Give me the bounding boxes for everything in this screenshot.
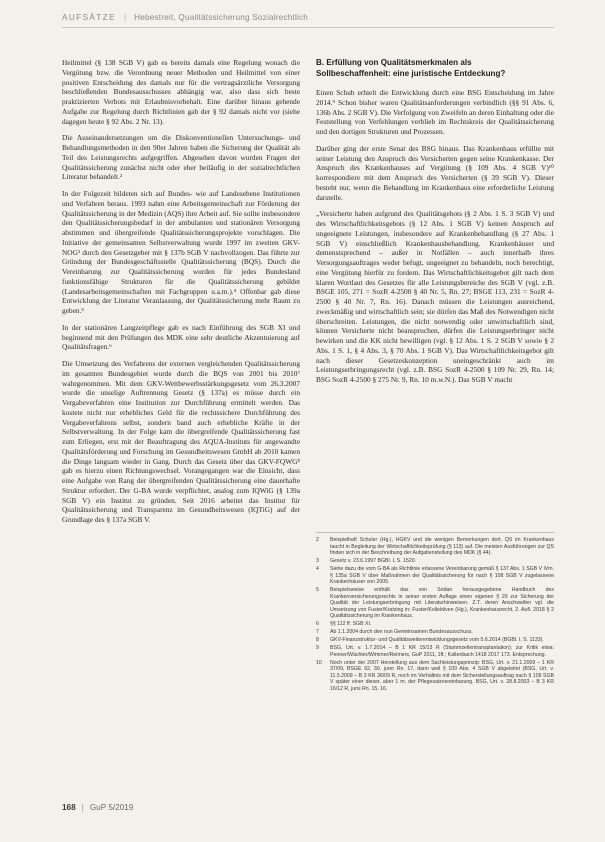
footnote-number: 5	[316, 587, 319, 593]
footnotes	[316, 532, 554, 694]
footnote-number: 10	[316, 659, 322, 666]
footnote-text: BSG, Urt. v. 1.7.2014 – B 1 KR 15/13 R (Stammzellentransplantation); zur Kritik etwa: Penner/Wächter/Wimmer/Reimers, GuP 2011, 1ff.; Kaltenbach 1418 2017 173. Entsprechung.	[330, 645, 554, 658]
footnote-text: Beispielhaft Schuler (Hg.), HGKV und die wenigen Bemerkungen dort. QS im Krankenhaus taucht in Begleitung der Wirtschaftlichkeitsprüfung (§ 113) auf. Die meisten Ausführungen zur QS finden sich in der Beschreibung der Aufgabenstellung des MDK (§ 44).	[330, 537, 554, 556]
left-column	[62, 58, 300, 532]
running-header	[62, 9, 562, 25]
right-paragraph-3: „Versicherte haben aufgrund des Qualitätsgebots (§ 2 Abs. 1 S. 3 SGB V) und des Wirtschaftlichkeitsgebots (§ 12 Abs. 1 SGB V) keinen Anspruch auf ungeeignete Leistungen, insbesondere auf Krankenbehandlung (§ 27 Abs. 1 SGB V) einschließlich Krankenhausbehandlung. Krankenhäuser und demenstsprechend – außer in Notfällen – auch innerhalb ihres Versorgungsauftrages weder befugt, ungeeignet zu behandeln, noch berechtigt, eine Vergütung hierfür zu fordern. Das Wirtschaftlichkeitsgebot gilt nach dem klaren Wortlaut des Gesetzes für alle Leistungsbereiche des SGB V (vgl. z.B. BSGE 105, 271 = SozR 4-2500 § 40 Nr. 5, Rn. 27; BSGE 113, 231 = SozR 4-2500 § 40 Nr. 7, Rn. 16). Danach müssen die Leistungen ausreichend, zweckmäßig und wirtschaftlich sein; sie dürfen das Maß des Notwendigen nicht überschreiten. Leistungen, die nicht notwendig oder unwirtschaftlich sind, können Versicherte nicht beanspruchen, dürfen die Leistungserbringer nicht bewirken und die KK nicht bewilligen (vgl. § 12 Abs. 1 S. 2 SGB V sowie § 2 Abs. 1 S. 1, § 4 Abs. 3, § 70 Abs. 1 SGB V). Das Wirtschaftlichkeitsgebot gilt nach dieser Gesetzeskonzeption uneingeschränkt auch im Leistungserbringungsrecht (vgl. z.B. BSG SozR 4-2500 § 109 Nr. 29, Rn. 14; BSG SozR 4-2500 § 275 Nr. 9, Rn. 10 m.w.N.). Das SGB V macht	[316, 209, 554, 384]
footnote	[316, 637, 554, 644]
header-section: AUFSÄTZE	[62, 12, 116, 22]
left-paragraph-1: Heilmittel (§ 138 SGB V) gab es bereits damals eine Regelung wonach die Vergütung bzw. die Verordnung neuer Methoden und Heilmittel von einer positiven Entscheidung des damals nur für die vertragsärztliche Versorgung beschließenden Bundesausschusses abhängig war, also dass sich beste praktizierten Verbots mit Erlaubnisvorbehalt. Eine darüber hinaus gehende Aufgabe zur Regelung durch Richtlinien gab der § 92 damals nicht vor (siehe dagegen heute § 92 Abs. 2 Nr. 13).	[62, 58, 300, 126]
right-column	[316, 58, 554, 392]
footnote	[316, 621, 554, 628]
footnote-text: §§ 112 ff. SGB XI.	[330, 621, 372, 627]
footnote	[316, 558, 554, 565]
right-paragraph-2: Darüber ging der erste Senat des BSG hinaus. Das Krankenhaus erfüllte mit seiner Leistung den Anspruch des Versicherten gegen seine Krankenkasse. Der Anspruch des Krankenhauses auf Vergütung (§ 109 Abs. 4 SGB V)¹⁰ korrespondiere mit dem Anspruch des Versicherten (§ 39 SGB V). Dieser besteht nur, wenn die Behandlung im Krankenhaus eine erforderliche Leistung darstelle.	[316, 143, 554, 202]
page-number: 168	[62, 802, 76, 812]
footnote-text: Siehe dazu die vom G-BA als Richtlinie erlassene Vereinbarung gemäß § 137 Abs. 1 SGB V iVm. § 135a SGB V über Maßnahmen der Qualitätssicherung für nach § 108 SGB V zugelassene Krankenhäuser von 2005.	[330, 566, 554, 585]
section-heading-line-2: Sollbeschaffenheit: eine juristische Entdeckung?	[316, 68, 506, 78]
footnote-number: 2	[316, 537, 319, 543]
footnote-text: Noch unter der 2007 Herstellung aus dem Sachleistungsprinzip: BSG, Urt. v. 21.1.2009 – 1 KR 37/09, BSGE 92, 30, jurer Rn. 17, dann weil § 109 Abs. 4 SGB V abgeleitet (BSG, Urt. v. 11.5.2009 – B 3 KR 36/09 R, noch im Verhältnis mit dem Sicherstellungsauftrag nach § 109 SGB V später einer dieser, aber 1 m. der Pflegesatzvereinbarung. BSG, Urt. v. 28.8.2003 – B 3 KR 16/12 R, juris Rn. 15, 16.	[330, 659, 554, 692]
footnote-text: Ab 1.1.2004 durch den nun Gemeinsamen Bundesausschuss.	[330, 629, 473, 635]
header-rule	[62, 27, 554, 28]
footnote	[316, 629, 554, 636]
footnote-text: Beispielsweise enthält das von Sodan herausgegebene Handbuch des Krankenversicherungsrechts in seiner ersten Auflage einen eigenen § 29 zur Sicherung der Qualität der Leistungserbringung mit Literaturhinweisen. Z.T. deren Anschweifen vgl. die Umsetzung von Fuster/Kratzing in: Fuster/Kollektiven (Hg.), Krankenhausrecht, 2. Aufl. 2018 § 2 Qualitätssicherung im Krankenhaus.	[330, 587, 554, 619]
footnote-text: GKV-Finanzstruktur- und Qualitätsweiterentwicklungsgesetz vom 5.6.2014 (BGBl. I, S. 1133).	[330, 637, 544, 643]
journal-issue: GuP 5/2019	[89, 802, 134, 812]
section-heading	[316, 58, 554, 79]
footnote-number: 7	[316, 629, 319, 635]
footnote-number: 9	[316, 645, 319, 651]
header-separator: |	[123, 12, 127, 22]
footnote-number: 3	[316, 558, 319, 564]
right-paragraph-1: Einen Schub erhielt die Entwicklung durch eine BSG Entscheidung im Jahre 2014.⁹ Schon bisher waren Qualitätsanforderungen verbindlich (§§ 91 Abs. 6, 136b Abs. 2 SGB V). Die Verfolgung von Zweifeln an deren Einhaltung oder die Feststellung von Verfehlungen verblieb im Rechtskreis der Qualitätssicherung und den dortigen Strukturen und Prozessen.	[316, 88, 554, 136]
footnote-number: 6	[316, 621, 319, 627]
footnote-number: 8	[316, 637, 319, 643]
left-paragraph-3: In der Folgezeit bildeten sich auf Bundes- wie auf Landesebene Institutionen und Verfahren heraus. 1993 nahm eine Arbeitsgemeinschaft zur Förderung der Qualitätssicherung in der Medizin (AQS) ihre Arbeit auf. Sie sollte insbesondere den Qualitätssicherungsbedarf in der ambulanten und stationären Versorgung abstimmen und übergreifende Qualitätssicherungsprojekte vorschlagen. Die Initiative der gemeinsamen Selbstverwaltung wurde 1997 im zweiten GKV-NOG³ durch den Gesetzgeber mit § 137b SGB V nachvollzogen. Das führte zur Gründung der Bundesgeschäftsstelle Qualitätssicherung (BQS). Durch die Vereinbarung zur Qualitätssicherung wurden für jedes Bundesland funktionsfähige Strukturen für die Qualitätssicherung gebildet (Landesarbeitsgemeinschaften mit Fachgruppen u.a.m.).⁴ Offenbar gab diese Entwicklung der Literatur Veranlassung, der Qualitätssicherung mehr Raum zu geben.⁵	[62, 189, 300, 315]
footnote	[316, 566, 554, 586]
footnote	[316, 537, 554, 557]
left-paragraph-2: Die Auseinandersetzungen um die Diskonventionellen Untersuchungs- und Behandlungsmethoden in den 90er Jahren haben die Sicherung der Qualität als Teil des Leistungsrechts aufgegriffen. Abgesehen davon wurden Fragen der Qualitätssicherung zunächst nicht oder eher beiläufig in der sozialrechtlichen Literatur behandelt.²	[62, 133, 300, 182]
footnote	[316, 587, 554, 620]
footnote-text: Gesetz v. 23.6.1997 BGBl. I, S. 1520.	[330, 558, 417, 564]
left-paragraph-5: Die Umsetzung des Verfahrens der externen vergleichenden Qualitätssicherung im gesamten Bundesgebiet wurde durch die BQS von 2001 bis 2010⁷ wahrgenommen. Mit dem GKV-Wettbewerbsstärkungsgesetz vom 26.3.2007 wurde die unselige Auftrennung Gesetz (§ 137a) es müsse durch ein Vergabeverfahren eine Institution zur Durchführung ermittelt werden. Das kostete nicht nur erhebliches Geld für die rechtssichere Durchführung des Vergabeverfahrens selbst, sondern band auch erhebliche Kräfte in der Selbstverwaltung. In der Folge kam die übergreifende Qualitätssicherung fast zum Erliegen, erst mit der Beauftragung des AQUA-Instituts für angewandte Qualitätsförderung und Forschung im Gesundheitswesen GmbH ab 2010 kamen die Dinge langsam wieder in Gang. Durch das Gesetz über das GKV-FQWG⁸ gab es hierzu einen Richtungswechsel. Vorangegangen war die Einsicht, dass eine Aufgabe von Rang der übergreifenden Qualitätssicherung eine dauerhafte Struktur erfordert. Der G-BA wurde verpflichtet, analog zum IQWiG (§ 139a SGB V) ein Institut zu gründen. Seit 2016 arbeitet das Institut für Qualitätssicherung und Transparenz im Gesundheitswesen (IQTiG) auf der Grundlage des § 137a SGB V.	[62, 359, 300, 524]
section-heading-line-1: B. Erfüllung von Qualitätsmerkmalen als	[316, 58, 472, 67]
footer-separator: |	[81, 802, 84, 812]
header-subtitle: Hebestreit, Qualitätssicherung Sozialrechtlich	[134, 12, 309, 22]
footnote	[316, 645, 554, 658]
page-footer	[62, 801, 133, 813]
left-paragraph-4: In der stationären Langzeitpflege gab es nach Einführung des SGB XI und beginnend mit den Prüfungen des MDK eine sehr deutliche Akzentuierung auf Qualitätsfragen.⁶	[62, 322, 300, 352]
footnote-number: 4	[316, 566, 319, 572]
footnote	[316, 660, 554, 693]
